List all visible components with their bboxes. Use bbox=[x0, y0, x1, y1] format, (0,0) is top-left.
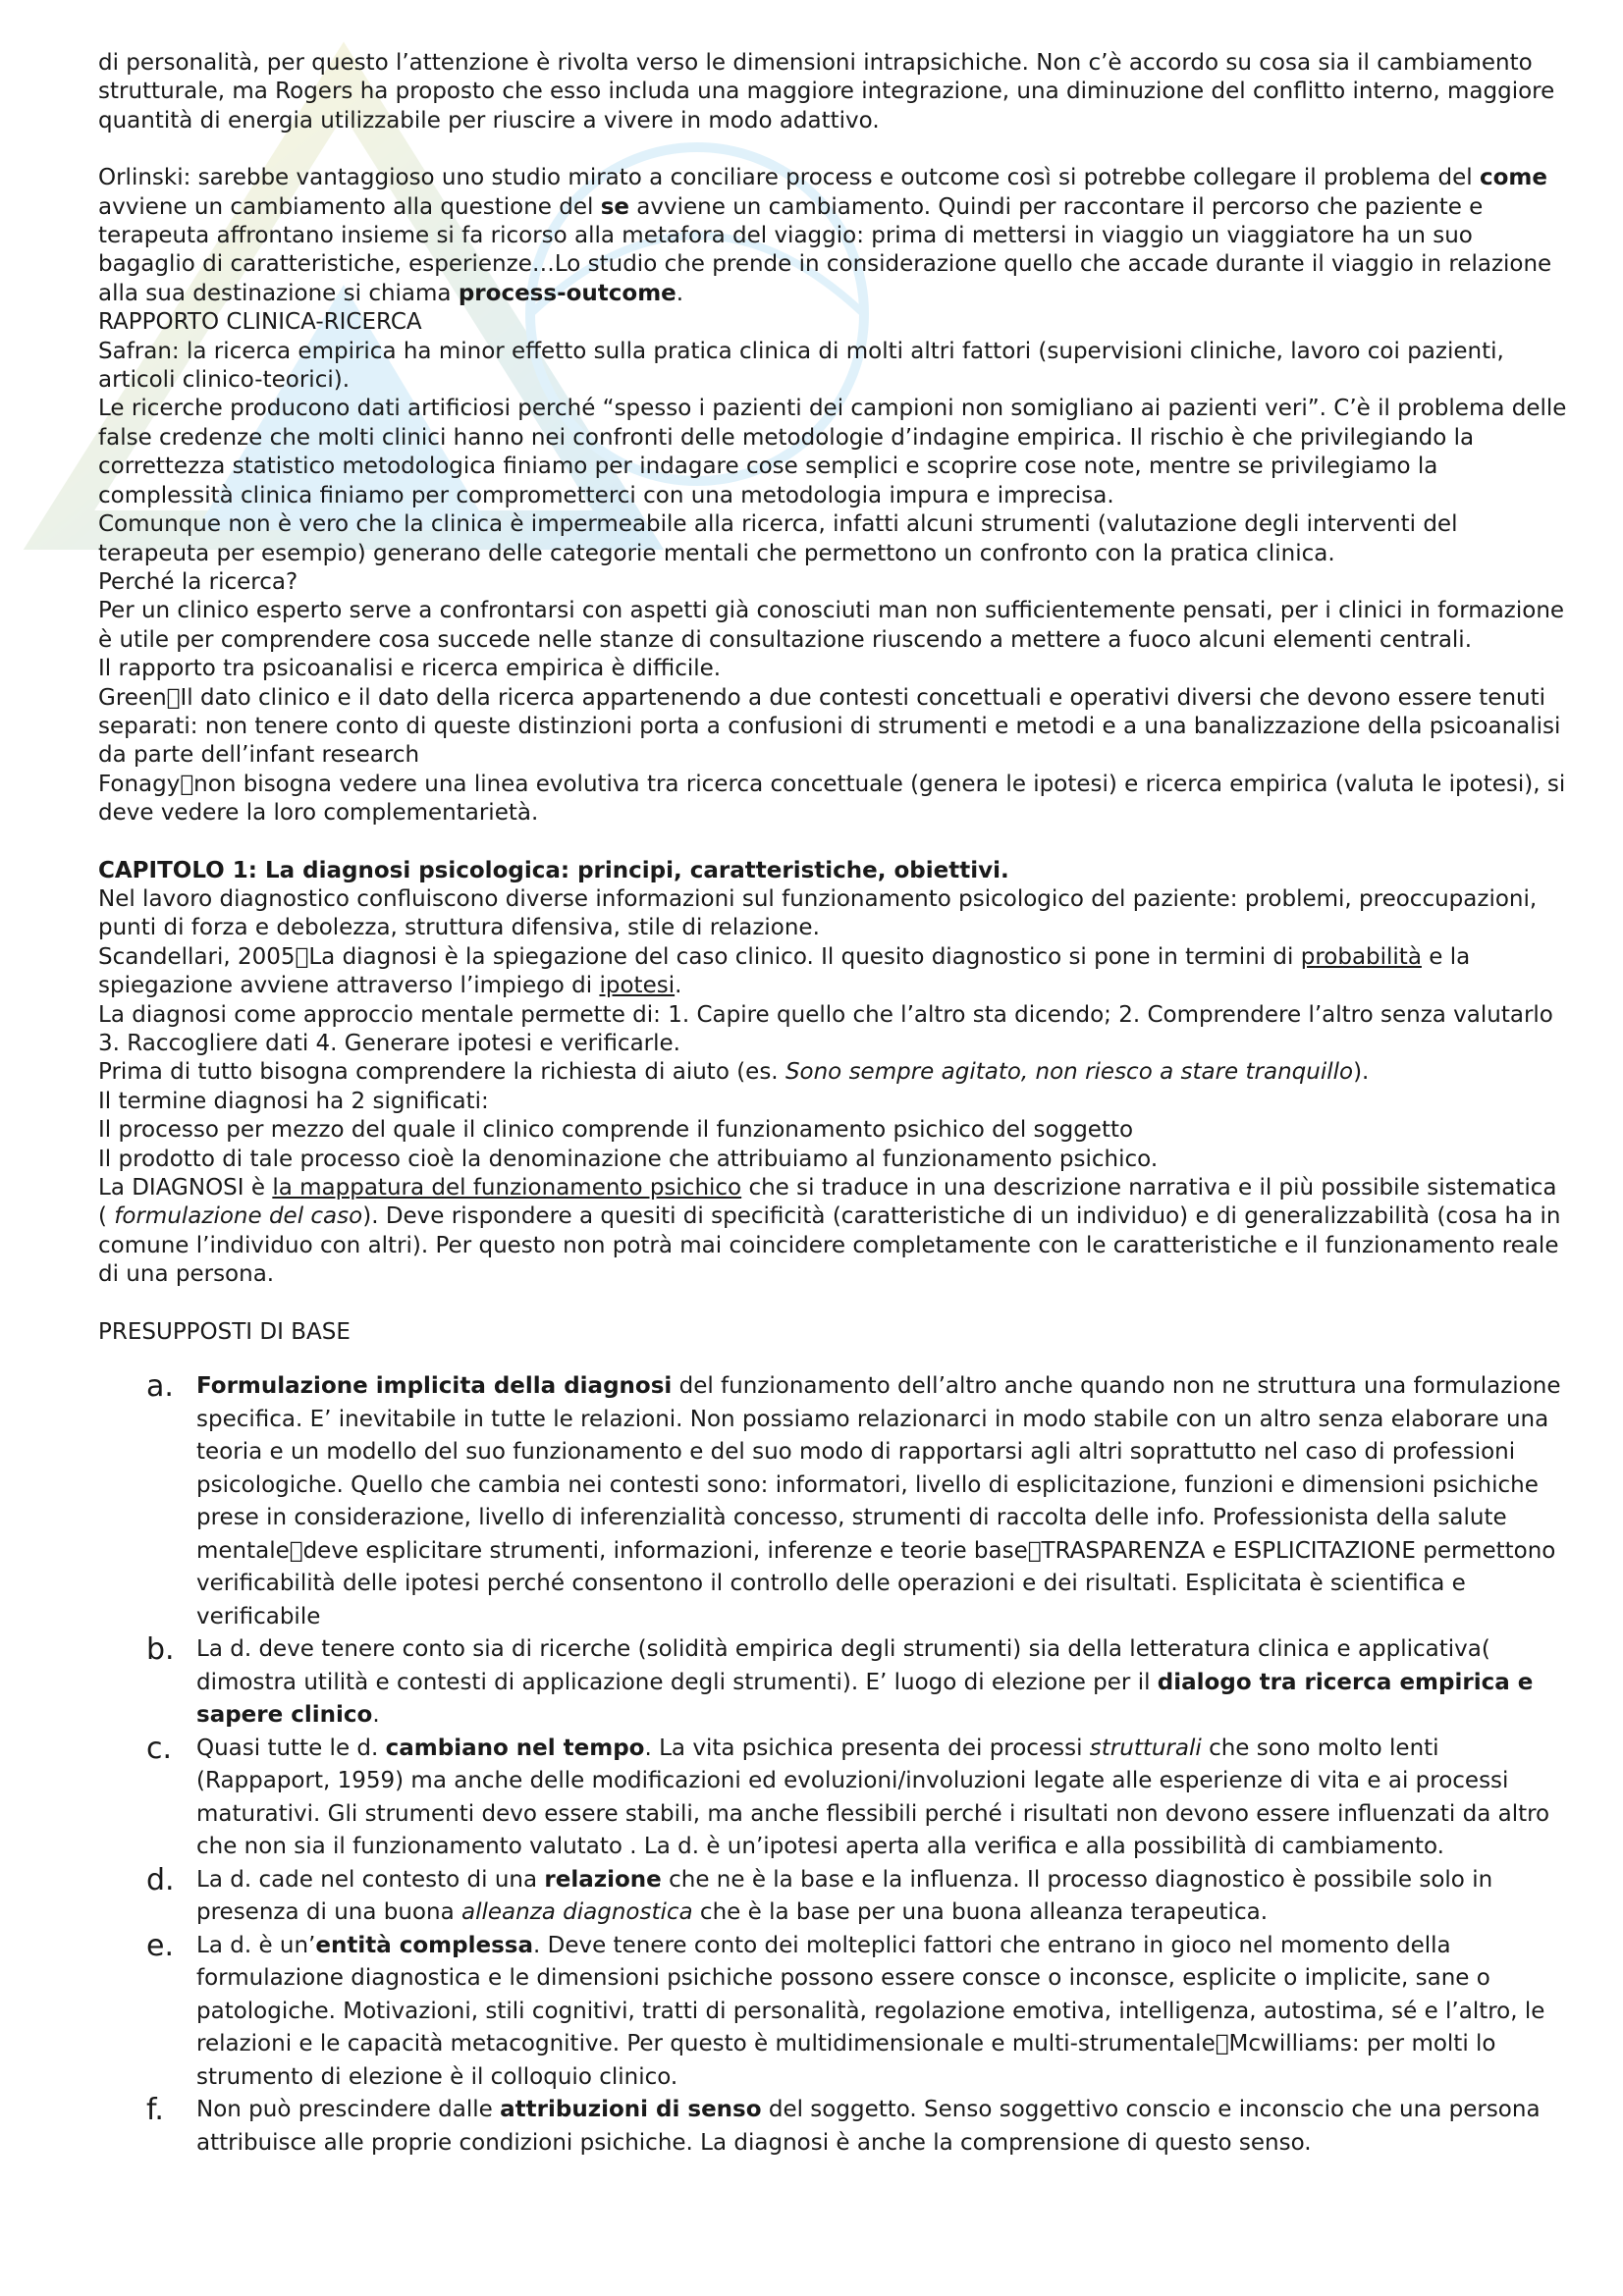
list-marker: c. bbox=[146, 1731, 173, 1766]
list-marker: e. bbox=[146, 1928, 174, 1963]
paragraph-safran: Safran: la ricerca empirica ha minor effetto sulla pratica clinica di molti altri fattori (supervisioni cliniche, lavoro coi pazienti, articoli clinico-teorici). bbox=[98, 338, 1504, 394]
paragraph-clinico-esperto: Per un clinico esperto serve a confrontarsi con aspetti già conosciuti man non sufficientemente pensati, per i clinici in formazione è utile per comprendere cosa succede nelle stanze di consultazione riuscendo a mettere a fuoco alcuni elementi centrali. bbox=[98, 598, 1565, 653]
section-rapporto-clinica-ricerca: RAPPORTO CLINICA-RICERCA bbox=[98, 309, 422, 336]
list-item-d bbox=[98, 1864, 1571, 1930]
list-marker: f. bbox=[146, 2093, 164, 2128]
paragraph-intrapsichiche: di personalità, per questo l’attenzione è rivolta verso le dimensioni intrapsichiche. Non c’è accordo su cosa sia il cambiamento strutturale, ma Rogers ha proposto che esso includa una maggiore integrazione, una diminuzione del conflitto interno, maggiore quantità di energia utilizzabile per riuscire a vivere in modo adattivo. bbox=[98, 50, 1555, 133]
list-item-text: Non può prescindere dalle attribuzioni di senso del soggetto. Senso soggettivo conscio e inconscio che una persona attribuisce alle proprie condizioni psichiche. La diagnosi è anche la comprensione di questo senso. bbox=[196, 2097, 1541, 2156]
list-item-b bbox=[98, 1633, 1571, 1733]
paragraph-lavoro-diagnostico: Nel lavoro diagnostico confluiscono diverse informazioni sul funzionamento psicologico del paziente: problemi, preoccupazioni, punti di forza e debolezza, struttura difensiva, stile di relazione. bbox=[98, 885, 1538, 941]
paragraph-green: Green Il dato clinico e il dato della ricerca appartenendo a due contesti concettuali e operativi diversi che devono essere tenuti separati: non tenere conto di queste distinzioni porta a confusioni di strumenti e metodi e a una banalizzazione della psicoanalisi da parte dell’infant research bbox=[98, 684, 1561, 769]
paragraph-prodotto: Il prodotto di tale processo cioè la denominazione che attribuiamo al funzionamento psichico. bbox=[98, 1146, 1159, 1172]
paragraph-termine-diagnosi: Il termine diagnosi ha 2 significati: bbox=[98, 1088, 489, 1114]
paragraph-orlinski: Orlinski: sarebbe vantaggioso uno studio mirato a conciliare process e outcome così si potrebbe collegare il problema del come avviene un cambiamento alla questione del se avviene un cambiamento. Quindi per raccontare il percorso che paziente e terapeuta affrontano insieme si fa ricorso alla metafora del viaggio: prima di mettersi in viaggio un viaggiatore ha un suo bagaglio di caratteristiche, esperienze…Lo studio che prende in considerazione quello che accade durante il viaggio in relazione alla sua destinazione si chiama process-outcome. bbox=[98, 165, 1552, 306]
paragraph-rapporto-psicoanalisi: Il rapporto tra psicoanalisi e ricerca empirica è difficile. bbox=[98, 656, 722, 682]
section-presupposti-di-base: PRESUPPOSTI DI BASE bbox=[98, 1318, 351, 1345]
paragraph-processo: Il processo per mezzo del quale il clinico comprende il funzionamento psichico del soggetto bbox=[98, 1117, 1134, 1144]
paragraph-perche-ricerca: Perché la ricerca? bbox=[98, 568, 298, 595]
list-item-e bbox=[98, 1930, 1571, 2095]
list-marker: d. bbox=[146, 1862, 175, 1897]
chapter-title: CAPITOLO 1: La diagnosi psicologica: principi, caratteristiche, obiettivi. bbox=[98, 857, 1009, 883]
paragraph-richiesta-aiuto: Prima di tutto bisogna comprendere la richiesta di aiuto (es. Sono sempre agitato, non riesco a stare tranquillo). bbox=[98, 1059, 1370, 1086]
list-item-text: La d. cade nel contesto di una relazione che ne è la base e la influenza. Il processo diagnostico è possibile solo in presenza di una buona alleanza diagnostica che è la base per una buona alleanza terapeutica. bbox=[196, 1866, 1493, 1926]
paragraph-comunque: Comunque non è vero che la clinica è impermeabile alla ricerca, infatti alcuni strumenti (valutazione degli interventi del terapeuta per esempio) generano delle categorie mentali che permettono un confronto con la pratica clinica. bbox=[98, 511, 1458, 566]
paragraph-diagnosi-definizione: La DIAGNOSI è la mappatura del funzionamento psichico che si traduce in una descrizione narrativa e il più possibile sistematica ( formulazione del caso). Deve rispondere a quesiti di specificità (caratteristiche di un individuo) e di generalizzabilità (cosa ha in comune l’individuo con altri). Per questo non potrà mai coincidere completamente con le caratteristiche e il funzionamento reale di una persona. bbox=[98, 1175, 1561, 1288]
list-item-text: La d. deve tenere conto sia di ricerche (solidità empirica degli strumenti) sia della letteratura clinica e applicativa( dimostra utilità e contesti di applicazione degli strumenti). E’ luogo di elezione per il dialogo tra ricerca empirica e sapere clinico. bbox=[196, 1636, 1534, 1729]
paragraph-fonagy: Fonagy non bisogna vedere una linea evolutiva tra ricerca concettuale (genera le ipotesi) e ricerca empirica (valuta le ipotesi), si deve vedere la loro complementarietà. bbox=[98, 771, 1559, 827]
list-item-text: La d. è un’entità complessa. Deve tenere conto dei molteplici fattori che entrano in gioco nel momento della formulazione diagnostica e le dimensioni psichiche possono essere consce o inconsce, esplicite o implicite, sane o patologiche. Motivazioni, stili cognitivi, tratti di personalità, regolazione emotiva, intelligenza, autostima, sé e l’altro, le relazioni e le capacità metacognitive. Per questo è multidimensionale e multi-strumentale Mcwilliams: per molti lo strumento di elezione è il colloquio clinico. bbox=[196, 1932, 1545, 2090]
list-item-text: Quasi tutte le d. cambiano nel tempo. La vita psichica presenta dei processi strutturali che sono molto lenti (Rappaport, 1959) ma anche delle modificazioni ed evoluzioni/involuzioni legate alle esperienze di vita e ai processi maturativi. Gli strumenti devo essere stabili, ma anche flessibili perché i risultati non devono essere influenzati da altro che non sia il funzionamento valutato . La d. è un’ipotesi aperta alla verifica e alla possibilità di cambiamento. bbox=[196, 1735, 1550, 1860]
list-item-f bbox=[98, 2094, 1571, 2160]
paragraph-ricerche: Le ricerche producono dati artificiosi perché “spesso i pazienti dei campioni non somigliano ai pazienti veri”. C’è il problema delle false credenze che molti clinici hanno nei confronti delle metodologie d’indagine empirica. Il rischio è che privilegiando la correttezza statistico metodologica finiamo per indagare cose semplici e scoprire cose note, mentre se privilegiamo la complessità clinica finiamo per comprometterci con una metodologia impura e imprecisa. bbox=[98, 396, 1567, 508]
list-item-text: Formulazione implicita della diagnosi del funzionamento dell’altro anche quando non ne struttura una formulazione specifica. E’ inevitabile in tutte le relazioni. Non possiamo relazionarci in modo stabile con un altro senza elaborare una teoria e un modello del suo funzionamento e del suo modo di rapportarsi agli altri soprattutto nel caso di professioni psicologiche. Quello che cambia nei contesti sono: informatori, livello di esplicitazione, funzioni e dimensioni psichiche prese in considerazione, livello di inferenzialità concesso, strumenti di raccolta delle info. Professionista della salute mentale deve esplicitare strumenti, informazioni, inferenze e teorie base TRASPARENZA e ESPLICITAZIONE permettono verificabilità delle ipotesi perché consentono il controllo delle operazioni e dei risultati. Esplicitata è scientifica e verificabile bbox=[196, 1373, 1561, 1629]
list-marker: a. bbox=[146, 1369, 174, 1405]
paragraph-approccio-mentale: La diagnosi come approccio mentale permette di: 1. Capire quello che l’altro sta dicendo; 2. Comprendere l’altro senza valutarlo 3. Raccogliere dati 4. Generare ipotesi e verificarle. bbox=[98, 1001, 1553, 1056]
presupposti-list bbox=[98, 1370, 1571, 2160]
list-marker: b. bbox=[146, 1632, 175, 1668]
paragraph-scandellari: Scandellari, 2005 La diagnosi è la spiegazione del caso clinico. Il quesito diagnostico si pone in termini di probabilità e la spiegazione avviene attraverso l’impiego di ipotesi. bbox=[98, 943, 1464, 999]
list-item-c bbox=[98, 1733, 1571, 1864]
list-item-a bbox=[98, 1370, 1571, 1633]
document-page bbox=[98, 49, 1571, 2160]
